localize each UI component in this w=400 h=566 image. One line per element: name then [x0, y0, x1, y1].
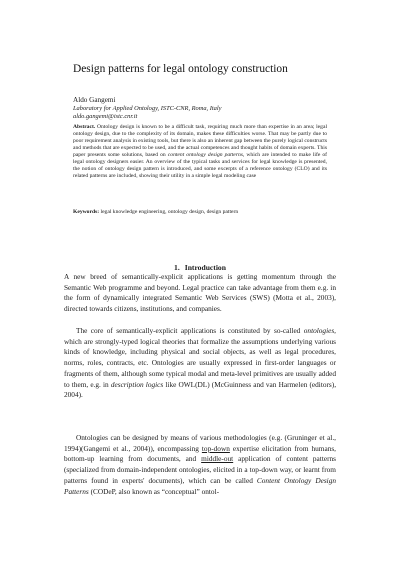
p2-text-b: which are strongly-typed logical theories that formalize the assumptions underlying various kinds of knowledge, including physical and social objects, as well as legal procedures, norms, roles, contracts, etc. Ontologies are usually expressed in first-order languages or fragments of them, although some typical modal and meta-level primitives are usually added to them, e.g. in — [64, 336, 336, 389]
p3-italic-codep: Content Ontology Design Patterns — [64, 475, 336, 496]
body-paragraph-3 — [64, 433, 336, 497]
body-paragraph-1: A new breed of semantically-explicit applications is getting momentum through the Semantic Web programme and beyond. Legal practice can take advantage from them e.g. in the form of dynamically integrated Semantic Web Services (SWS) (Motta et al., 2003), directed towards citizens, institutions, and companies. — [64, 272, 336, 314]
keywords-label: Keywords: — [73, 209, 100, 215]
author-affiliation: Laboratory for Applied Ontology, ISTC-CNR, Roma, Italy — [73, 105, 222, 112]
abstract — [73, 124, 327, 180]
paper-title: Design patterns for legal ontology construction — [73, 63, 288, 75]
keywords — [73, 209, 238, 215]
section-title: Introduction — [184, 263, 226, 272]
p3-text-c: application of content patterns (specialized from domain-independent ontologies, elicited in a top-down way, or learnt from patterns found in experts' documents), which can be called — [64, 454, 337, 485]
author-name: Aldo Gangemi — [73, 96, 116, 104]
abstract-text-b: which are intended to make life of legal ontology designers easier. An overview of the typical tasks and services for legal knowledge is presented, the notion of ontology design pattern is introduced, and some excerpts of a reference ontology (CLO) and its related patterns are included, showing their utility in a simple legal modeling case — [73, 152, 328, 180]
keywords-text: legal knowledge engineering, ontology design, design pattern — [100, 209, 239, 215]
abstract-label: Abstract. — [73, 124, 96, 130]
p3-underline-middle-out: middle-out — [201, 454, 234, 464]
section-heading — [0, 263, 400, 272]
p3-underline-top-down: top-down — [201, 443, 230, 453]
author-email: aldo.gangemi@istc.cnr.it — [73, 113, 138, 121]
author-block — [73, 96, 221, 122]
p2-text-a: The core of semantically-explicit applications is constituted by so-called — [76, 326, 301, 335]
p2-italic-description-logics: description logics — [110, 379, 164, 389]
p2-text-c: like OWL(DL) (McGuinness and van Harmelen (editors), 2004). — [64, 379, 337, 400]
section-number: 1. — [174, 263, 180, 272]
abstract-text-a: Ontology design is known to be a difficult task, requiring much more than expertise in an area; legal ontology design, due to the complexity of its domain, makes these difficulties worse. That may be partly due to poor requirement analysis in existing tools, but there is also an inherent gap between the purely logical constructs and methods that are expected to be used, and the actual competences and thought habits of domain experts. This paper presents some solutions, based on — [73, 124, 327, 159]
p3-text-a: Ontologies can be designed by means of various methodologies (e.g. (Gruninger et al., 1994)(Gangemi et al., 2004)), encompassing — [64, 433, 336, 453]
body-paragraph-2 — [64, 326, 336, 401]
p3-text-b: expertise elicitation from humans, bottom-up learning from documents, and — [64, 443, 337, 464]
p3-text-d: (CODeP, also known as “conceptual” ontol- — [90, 486, 220, 496]
abstract-text-italic: content ontology design patterns, — [167, 152, 245, 159]
p2-italic-ontologies: ontologies, — [303, 326, 337, 335]
